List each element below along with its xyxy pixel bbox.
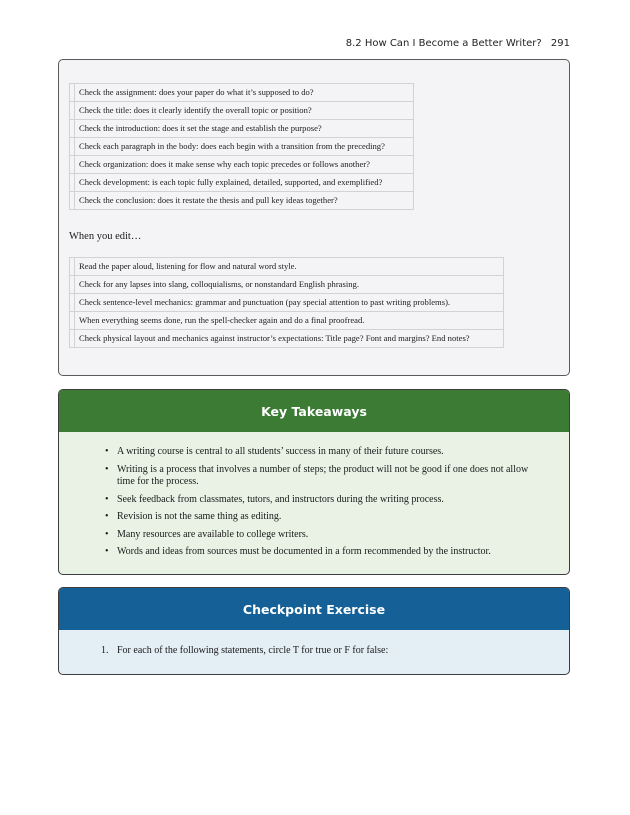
takeaway-text: A writing course is central to all students’ success in many of their future courses.: [117, 446, 444, 457]
running-head: [346, 38, 570, 49]
checklist-item: Check physical layout and mechanics against instructor’s expectations: Title page? Font and margins? End notes?: [75, 330, 504, 348]
page-number: 291: [550, 38, 570, 49]
list-item: [105, 529, 545, 542]
table-row: [70, 312, 504, 330]
takeaways-list: [105, 446, 545, 564]
takeaway-text: Seek feedback from classmates, tutors, and instructors during the writing process.: [117, 493, 444, 505]
bullet-icon: •: [105, 493, 109, 505]
edit-checklist-table: [69, 257, 504, 348]
section-title: 8.2 How Can I Become a Better Writer?: [345, 38, 542, 49]
key-takeaways-title: Key Takeaways: [59, 390, 569, 432]
list-item: [105, 546, 545, 559]
takeaway-text: Writing is a process that involves a number of steps; the product will not be good if one does not allow time for the process.: [117, 463, 529, 487]
list-item: [105, 464, 545, 489]
checklist-item: Check for any lapses into slang, colloquialisms, or nonstandard English phrasing.: [75, 276, 504, 294]
checklist-item: Read the paper aloud, listening for flow and natural word style.: [75, 258, 504, 276]
exercise-text: For each of the following statements, circle T for true or F for false:: [117, 645, 389, 656]
edit-heading: When you edit…: [69, 231, 142, 242]
checklist-item: Check the title: does it clearly identify the overall topic or position?: [75, 102, 414, 120]
exercise-number: 1.: [101, 645, 109, 656]
table-row: [70, 330, 504, 348]
bullet-icon: •: [105, 446, 109, 457]
checklist-item: Check the introduction: does it set the stage and establish the purpose?: [75, 120, 414, 138]
takeaway-text: Many resources are available to college writers.: [117, 528, 309, 540]
bullet-icon: •: [105, 463, 109, 475]
table-row: [70, 174, 414, 192]
checklist-item: Check sentence-level mechanics: grammar and punctuation (pay special attention to past writing problems).: [75, 294, 504, 312]
bullet-icon: •: [105, 546, 109, 557]
checklist-item: Check each paragraph in the body: does each begin with a transition from the preceding?: [75, 138, 414, 156]
list-item: [105, 494, 545, 507]
checkpoint-title: Checkpoint Exercise: [59, 588, 569, 630]
table-row: [70, 156, 414, 174]
list-item: [105, 446, 545, 459]
revise-checklist-table: [69, 83, 414, 210]
table-row: [70, 258, 504, 276]
key-takeaways-panel: [58, 389, 570, 575]
table-row: [70, 276, 504, 294]
list-item: [105, 511, 545, 524]
takeaway-text: Revision is not the same thing as editing.: [117, 511, 282, 522]
table-row: [70, 84, 414, 102]
checklist-item: Check organization: does it make sense why each topic precedes or follows another?: [75, 156, 414, 174]
checklist-item: Check development: is each topic fully explained, detailed, supported, and exemplified?: [75, 174, 414, 192]
revision-checklist-box: [58, 59, 570, 376]
checklist-item: Check the conclusion: does it restate the thesis and pull key ideas together?: [75, 192, 414, 210]
table-row: [70, 102, 414, 120]
table-row: [70, 138, 414, 156]
table-row: [70, 192, 414, 210]
table-row: [70, 294, 504, 312]
exercise-item: [101, 645, 388, 656]
bullet-icon: •: [105, 528, 109, 540]
bullet-icon: •: [105, 511, 109, 522]
takeaway-text: Words and ideas from sources must be documented in a form recommended by the instructor.: [117, 546, 491, 557]
checklist-item: When everything seems done, run the spell-checker again and do a final proofread.: [75, 312, 504, 330]
table-row: [70, 120, 414, 138]
checkpoint-exercise-panel: [58, 587, 570, 675]
checklist-item: Check the assignment: does your paper do what it’s supposed to do?: [75, 84, 414, 102]
